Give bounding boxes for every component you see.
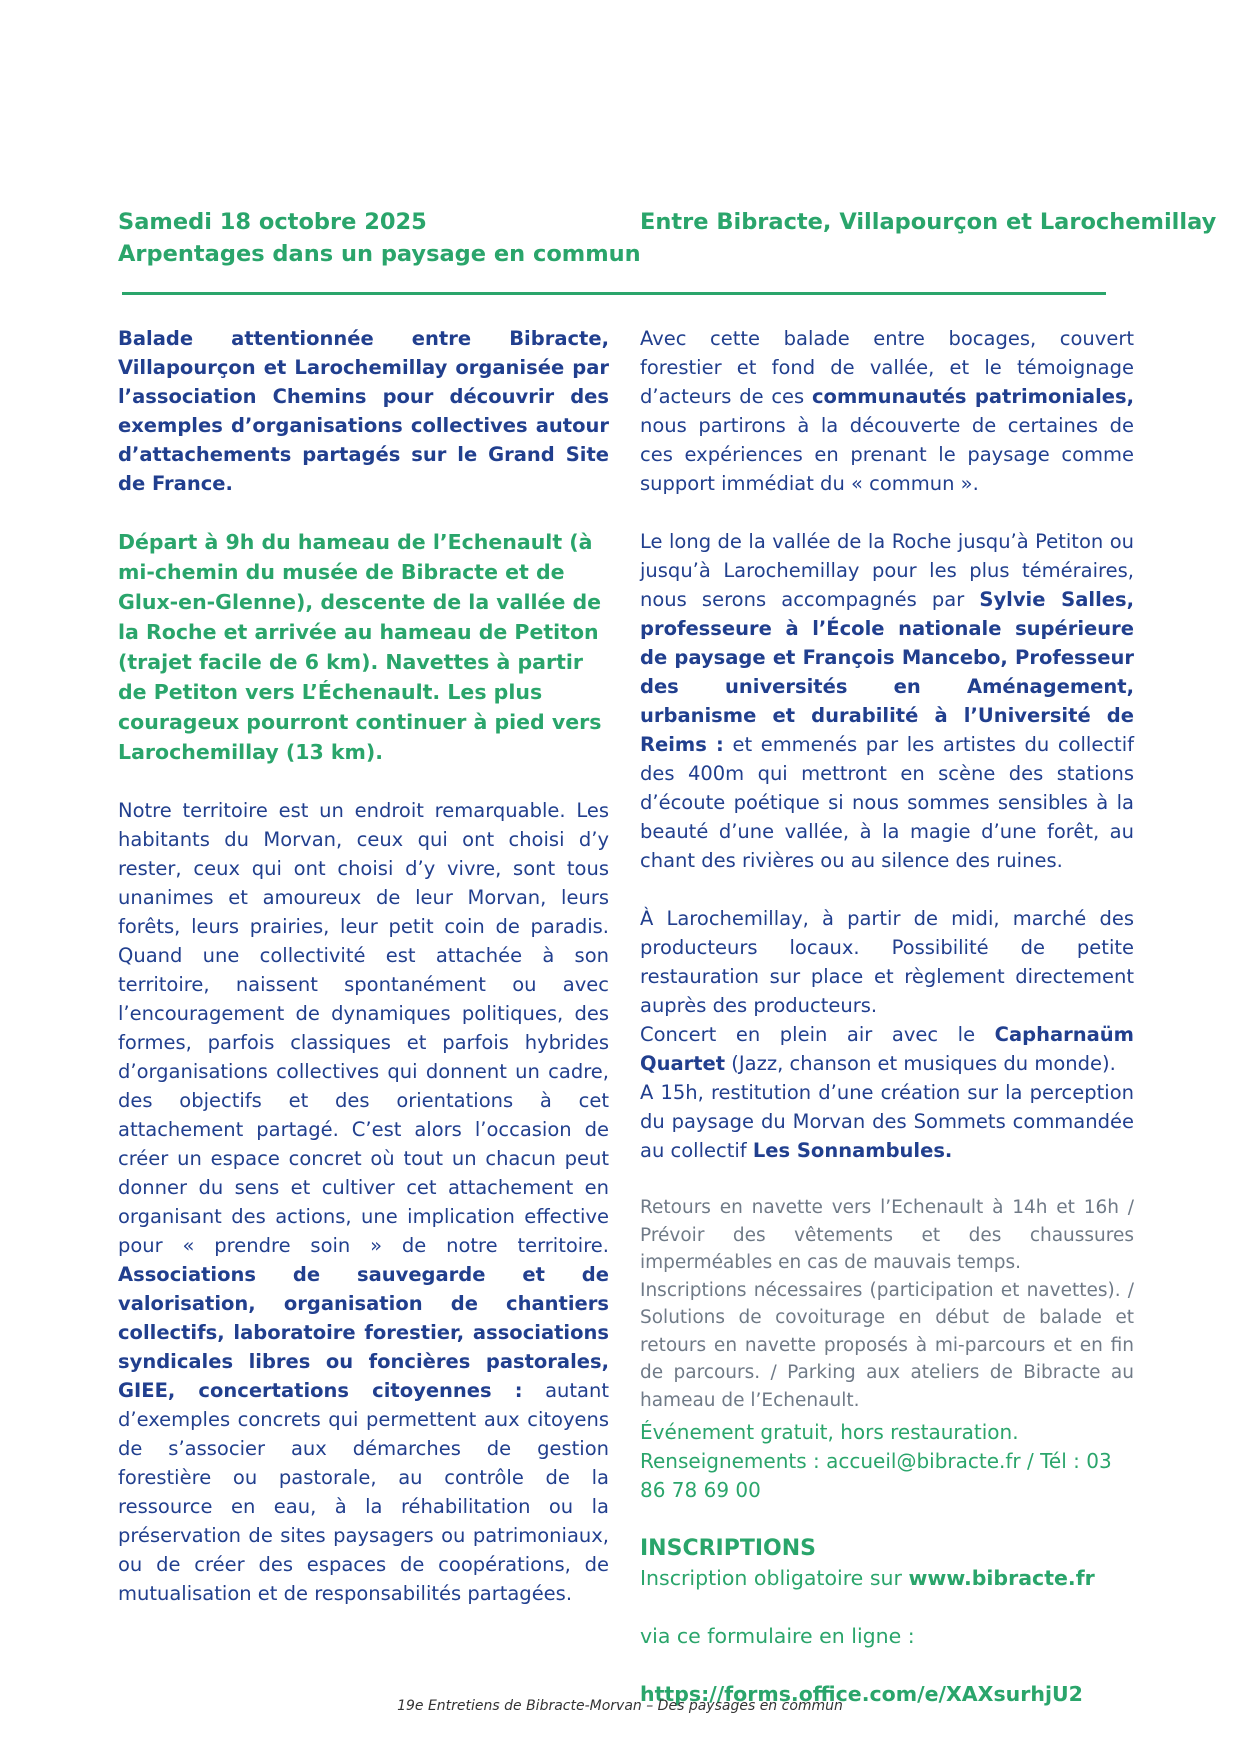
header-divider	[122, 292, 1106, 295]
contact-info: Renseignements : accueil@bibracte.fr / Tél : 03 86 78 69 00	[640, 1449, 1112, 1502]
right-column	[640, 324, 1134, 1738]
concert-paragraph: Concert en plein air avec le Capharnaüm Quartet (Jazz, chanson et musiques du monde).	[640, 1023, 1134, 1075]
practical-info-1: Retours en navette vers l’Echenault à 14h et 16h / Prévoir des vêtements et des chaussures imperméables en cas de mauvais temps.	[640, 1197, 1134, 1273]
website-link[interactable]: www.bibracte.fr	[908, 1566, 1095, 1590]
event-subtitle: Arpentages dans un paysage en commun	[118, 241, 641, 267]
inscription-line: Inscription obligatoire sur www.bibracte.fr	[640, 1566, 1095, 1590]
event-location: Entre Bibracte, Villapourçon et Larochemillay	[640, 209, 1217, 235]
left-column	[118, 324, 609, 1608]
departure-paragraph: Départ à 9h du hameau de l’Echenault (à mi-chemin du musée de Bibracte et de Glux-en-Glenne), descente de la vallée de la Roche et arrivée au hameau de Petiton (trajet facile de 6 km). Navettes à partir de Petiton vers L’Échenault. Les plus courageux pourront continuer à pied vers Larochemillay (13 km).	[118, 530, 602, 764]
inscriptions-title: INSCRIPTIONS	[640, 1536, 816, 1561]
form-url-link[interactable]: https://forms.office.com/e/XAXsurhjU2	[640, 1682, 1083, 1706]
body-paragraph: Notre territoire est un endroit remarquable. Les habitants du Morvan, ceux qui ont choisi d’y rester, ceux qui ont choisi d’y vivre, sont tous unanimes et amoureux de leur Morvan, leurs forêts, leurs prairies, leur petit coin de paradis. Quand une collectivité est attachée à son territoire, naissent spontanément ou avec l’encouragement de dynamiques politiques, des formes, parfois classiques et parfois hybrides d’organisations collectives qui donnent un cadre, des objectifs et des orientations à cet attachement partagé. C’est alors l’occasion de créer un espace concret où tout un chacun peut donner du sens et cultiver cet attachement en organisant des actions, une implication effective pour « prendre soin » de notre territoire. Associations de sauvegarde et de valorisation, organisation de chantiers collectifs, laboratoire forestier, associations syndicales libres ou foncières pastorales, GIEE, concertations citoyennes : autant d’exemples concrets qui permettent aux citoyens de s’associer aux démarches de gestion forestière ou pastorale, au contrôle de la ressource en eau, à la réhabilitation ou la préservation de sites paysagers ou patrimoniaux, ou de créer des espaces de coopérations, de mutualisation et de responsabilités partagées.	[118, 799, 609, 1605]
market-paragraph: À Larochemillay, à partir de midi, marché des producteurs locaux. Possibilité de petite restauration sur place et règlement directement auprès des producteurs.	[640, 907, 1134, 1017]
free-event: Événement gratuit, hors restauration.	[640, 1420, 1019, 1444]
page-footer: 19e Entretiens de Bibracte-Morvan – Des paysages en commun	[397, 1698, 843, 1714]
intro-paragraph: Balade attentionnée entre Bibracte, Villapourçon et Larochemillay organisée par l’association Chemins pour découvrir des exemples d’organisations collectives autour d’attachements partagés sur le Grand Site de France.	[118, 327, 609, 495]
event-date: Samedi 18 octobre 2025	[118, 209, 427, 235]
practical-info-2: Inscriptions nécessaires (participation et navettes). / Solutions de covoiturage en début de balade et retours en navette proposés à mi-parcours et en fin de parcours. / Parking aux ateliers de Bibracte au hameau de l’Echenault.	[640, 1279, 1134, 1411]
guides-paragraph: Le long de la vallée de la Roche jusqu’à Petiton ou jusqu’à Larochemillay pour les plus téméraires, nous serons accompagnés par Sylvie Salles, professeure à l’École nationale supérieure de paysage et François Mancebo, Professeur des universités en Aménagement, urbanisme et durabilité à l’Université de Reims : et emmenés par les artistes du collectif des 400m qui mettront en scène des stations d’écoute poétique si nous sommes sensibles à la beauté d’une vallée, à la magie d’une forêt, au chant des rivières ou au silence des ruines.	[640, 530, 1134, 872]
creation-paragraph: A 15h, restitution d’une création sur la perception du paysage du Morvan des Sommets commandée au collectif Les Sonnambules.	[640, 1081, 1134, 1162]
form-line: via ce formulaire en ligne :	[640, 1624, 915, 1648]
event-header	[118, 206, 641, 270]
balade-paragraph: Avec cette balade entre bocages, couvert forestier et fond de vallée, et le témoignage d’acteurs de ces communautés patrimoniales, nous partirons à la découverte de certaines de ces expériences en prenant le paysage comme support immédiat du « commun ».	[640, 327, 1134, 495]
